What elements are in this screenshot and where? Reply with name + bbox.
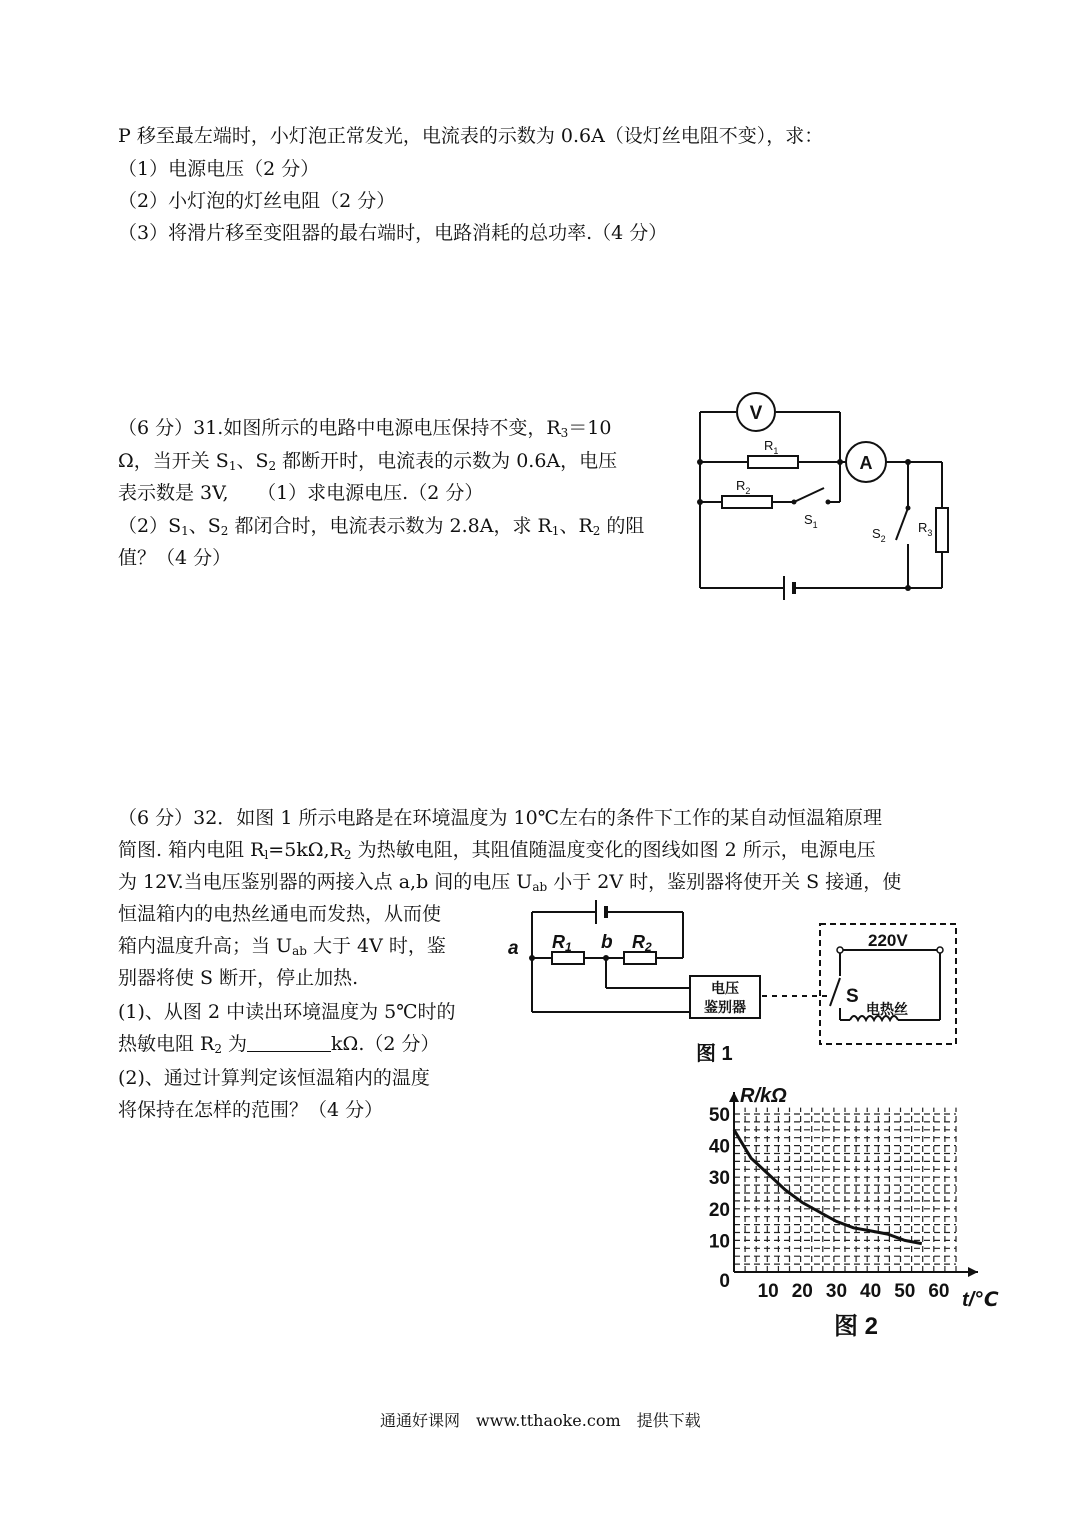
- chart-x-axis-label: t/℃: [962, 1289, 999, 1311]
- r1-resistor: [748, 456, 798, 468]
- fig1-r1-label: R1: [552, 932, 572, 954]
- voltmeter-label: V: [749, 403, 763, 424]
- fig1-r2-label: R2: [632, 932, 652, 954]
- detector-label-1: 电压: [711, 980, 739, 996]
- fig1-heater-label: 电热丝: [866, 1001, 908, 1017]
- q32-line-8: 热敏电阻 $R_2$ 为 kΩ.（2 分）: [118, 1033, 440, 1056]
- q32-line-3: 为 12V.当电压鉴别器的两接入点 a,b 间的电压 $U_{ab}$ 小于 2V 时，鉴别器将使开关 S 接通，使: [118, 871, 902, 894]
- q31-line-4: $(2)S_1$、$S_2$ 都闭合时，电流表示数为 2.8A，求 $R_1$、$R_2$ 的阻: [118, 515, 645, 538]
- r-vs-t-curve: [734, 1130, 922, 1244]
- fig1-caption: 图 1: [696, 1043, 733, 1065]
- q32-line-7: (1)、从图 2 中读出环境温度为 5℃时的: [118, 1001, 456, 1023]
- chart-y-axis-label: R/kΩ: [740, 1085, 787, 1107]
- q32-line-4: 恒温箱内的电热丝通电而发热，从而使: [118, 903, 442, 925]
- chart-grid: [734, 1108, 956, 1272]
- chart-caption: 图 2: [834, 1313, 879, 1340]
- r3-resistor: [936, 508, 948, 552]
- q31-line-2: Ω，当开关 $S_1$、$S_2$ 都断开时，电流表的示数为 0.6A，电压: [118, 450, 618, 473]
- y-tick-label: 50: [708, 1105, 730, 1126]
- page-footer: 通通好课网 www.tthaoke.com 提供下载: [380, 1411, 701, 1430]
- s1-label: $S_1$: [804, 512, 818, 530]
- y-tick-label: 10: [708, 1231, 730, 1253]
- y-tick-label: 20: [708, 1199, 730, 1221]
- y-tick-label: 30: [708, 1168, 730, 1190]
- x-tick-label: 10: [757, 1281, 779, 1302]
- q30-intro: P 移至最左端时，小灯泡正常发光，电流表的示数为 0.6A（设灯丝电阻不变），求：: [118, 125, 824, 147]
- ammeter-label: A: [859, 453, 873, 473]
- q32-line-10: 将保持在怎样的范围？（4 分）: [118, 1099, 384, 1121]
- r2-resistor: [722, 496, 772, 508]
- q32-line-2: 简图. 箱内电阻 $R_l=5k\Omega,R_2$ 为热敏电阻，其阻值随温度变化的图线如图 2 所示，电源电压: [118, 839, 876, 862]
- fig1-s-label: S: [846, 986, 859, 1007]
- q32-line-6: 别器将使 S 断开，停止加热.: [118, 967, 359, 989]
- q30-part-1: （1）电源电压（2 分）: [118, 158, 320, 180]
- figure-2-chart: [700, 1078, 1010, 1348]
- answer-blank[interactable]: [247, 1033, 331, 1052]
- y-tick-label: 40: [708, 1136, 730, 1158]
- x-tick-label: 30: [825, 1281, 848, 1302]
- label-b: b: [601, 932, 613, 953]
- q32-line-9: (2)、通过计算判定该恒温箱内的温度: [118, 1067, 430, 1089]
- x-tick-label: 40: [860, 1281, 882, 1302]
- detector-label-2: 鉴别器: [704, 999, 746, 1015]
- x-tick-label: 20: [791, 1281, 813, 1302]
- x-axis-arrow: [968, 1267, 978, 1277]
- r2-label: $R_2$: [736, 478, 751, 496]
- chart-series: [734, 1130, 922, 1244]
- fig1-220v-label: 220V: [868, 931, 908, 950]
- s2-label: $S_2$: [872, 526, 886, 544]
- y-tick-label: 0: [719, 1271, 730, 1292]
- figure-1-circuit: [500, 896, 970, 1070]
- q31-line-3: 表示数是 3V, （1）求电源电压.（2 分）: [118, 482, 484, 504]
- q30-part-3: （3）将滑片移至变阻器的最右端时，电路消耗的总功率.（4 分）: [118, 222, 668, 244]
- q32-line-5: 箱内温度升高；当 $U_{ab}$ 大于 4V 时，鉴: [118, 935, 446, 958]
- x-tick-label: 50: [894, 1281, 916, 1302]
- y-axis-arrow: [729, 1092, 739, 1102]
- label-a: a: [508, 938, 519, 959]
- q32-line-1: （6 分）32．如图 1 所示电路是在环境温度为 10℃左右的条件下工作的某自动恒温箱原理: [118, 807, 882, 829]
- r1-label: $R_1$: [764, 438, 779, 456]
- q31-line-5: 值？（4 分）: [118, 547, 232, 569]
- q30-part-2: （2）小灯泡的灯丝电阻（2 分）: [118, 190, 396, 212]
- x-tick-label: 60: [928, 1281, 950, 1302]
- q31-line-1: （6 分）31.如图所示的电路中电源电压保持不变，$R_3=10$: [118, 417, 612, 440]
- r3-label: $R_3$: [918, 520, 933, 538]
- q31-circuit-diagram: [690, 390, 960, 610]
